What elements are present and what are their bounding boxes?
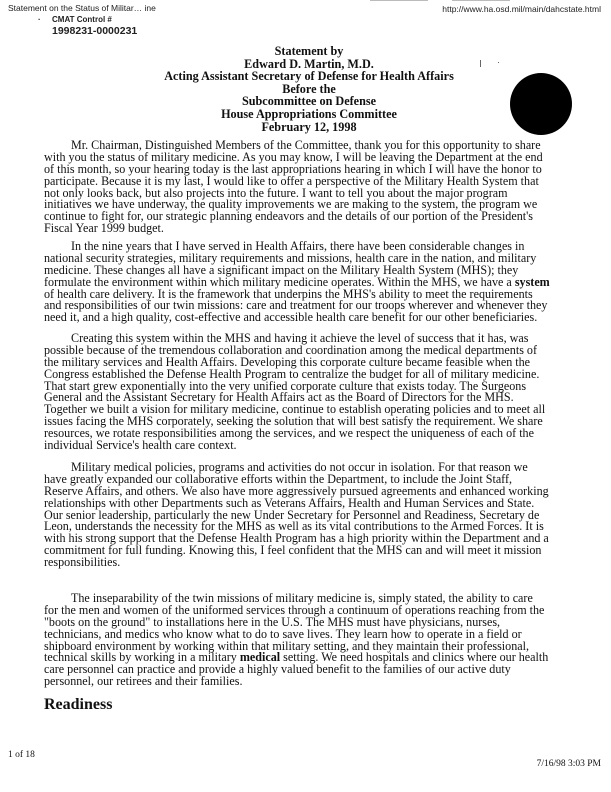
page-number: 1 of 18 — [8, 750, 35, 760]
text-line: individual Service's health care context. — [44, 438, 237, 453]
title-line: Subcommittee on Defense — [241, 94, 377, 109]
text-line: Mr. Chairman, Distinguished Members of the Committee, thank you for this opportunity to share — [71, 138, 541, 152]
paragraph-2 — [44, 241, 550, 324]
scan-artifact-line — [452, 0, 510, 1]
text-line: have greatly expanded our collaborative efforts within the Department, to include the Joint Staff, — [44, 471, 513, 486]
print-timestamp: 7/16/98 3:03 PM — [536, 759, 601, 769]
scan-speck — [480, 60, 481, 67]
paragraph-5 — [44, 593, 548, 688]
text-line: possible because of the tremendous collaboration and coordination among the medical departments of — [44, 342, 538, 357]
text-line: initiatives we have underway, the quality improvements we are making to the system, the program we — [44, 197, 538, 212]
bold-text: system — [514, 274, 550, 289]
running-title: Statement on the Status of Militar… ine — [8, 3, 156, 13]
text-line: resources, we rotate responsibilities among the services, and we respect the uniqueness of each of the — [44, 426, 534, 441]
text-line: personnel, our retirees and their families. — [44, 674, 243, 689]
control-number: 1998231-0000231 — [52, 25, 138, 37]
text-line: issues facing the MHS corporately, seeking the solution that will best satisfy the requirement. We share — [44, 414, 543, 429]
bold-text: medical — [239, 650, 281, 665]
redaction-seal-circle — [510, 73, 572, 135]
text-line: responsibilities. — [44, 555, 121, 570]
text-line: shipboard environment by working within that military setting, and they maintain their professional, — [44, 638, 530, 653]
text-line: Our senior leadership, particularly the new Under Secretary for Personnel and Readiness, Secretary de — [44, 507, 540, 522]
text-line: Military medical policies, programs and activities do not occur in isolation. For that reason we — [71, 460, 528, 474]
text-line: with you the status of military medicine. As you may know, I will be leaving the Department at the end — [44, 149, 543, 164]
text-line: relationships with other Departments such as Veterans Affairs, Health and Human Services and State. — [44, 495, 535, 510]
text-line: and responsibilities of our twin missions: care and treatment for our troops wherever and whenever they — [44, 298, 548, 313]
title-line: Edward D. Martin, M.D. — [244, 56, 374, 71]
text-segment: technical skills by working in a military — [44, 650, 240, 665]
text-line: participate. Because it is my last, I would like to offer a perspective of the Military Health System that — [44, 173, 539, 188]
section-heading-readiness: Readiness — [44, 696, 113, 713]
text-segment: setting. We need hospitals and clinics where our health — [280, 650, 549, 665]
text-line: Congress established the Defense Health Program to centralize the budget for all of military medicine. — [44, 366, 540, 381]
text-line: medicine. These changes all have a significant impact on the Military Health System (MHS); they — [44, 262, 519, 277]
text-line: "boots on the ground" to installations here in the U.S. The MHS must have physicians, nurses, — [44, 614, 501, 629]
text-line: national security strategies, military requirements and missions, health care in the nation, and military — [44, 250, 537, 265]
title-line: Before the — [282, 81, 336, 96]
text-line: Reserve Affairs, and others. We also have more aggressively pursued agreements and enhanced working — [44, 483, 549, 498]
text-line: Together we built a vision for military medicine, continue to establish operating policies and to meet all — [44, 402, 546, 417]
scan-artifact-line — [370, 0, 428, 1]
text-line: That start grew exponentially into the very unified corporate culture that exists today. The Surgeons — [44, 378, 527, 393]
text-line: of health care delivery. It is the framework that underpins the MHS's ability to meet the requirements — [44, 286, 533, 301]
scan-speck — [498, 62, 499, 63]
text-line: with his strong support that the Defense Health Program has a high priority within the Department and a — [44, 531, 549, 546]
title-line: February 12, 1998 — [261, 119, 357, 134]
text-line: care personnel can practice and provide a highly valued benefit to the families of our active duty — [44, 662, 511, 677]
text-line: the military services and Health Affairs. Developing this corporate culture became feasible when the — [44, 354, 531, 369]
text-line: The inseparability of the twin missions of military medicine is, simply stated, the ability to care — [71, 591, 533, 605]
text-line: not only looks back, but also projects into the future. I want to tell you about the major program — [44, 185, 508, 200]
text-line: In the nine years that I have served in Health Affairs, there have been considerable changes in — [71, 239, 525, 253]
paragraph-4 — [44, 462, 549, 569]
bullet-mark: · — [38, 15, 41, 24]
title-block — [109, 45, 509, 133]
text-line: Leon, understands the necessity for the MHS as well as its vital contributions to the Armed Forces. It is — [44, 519, 544, 534]
text-line: Creating this system within the MHS and having it achieve the level of success that it has, was — [71, 331, 529, 345]
paragraph-1 — [44, 140, 543, 235]
text-line: commitment for full funding. Knowing this, I feel confident that the MHS can and will meet it mission — [44, 543, 542, 558]
text-line: General and the Assistant Secretary for Health Affairs act as the Board of Directors for the MHS. — [44, 390, 514, 405]
paragraph-3 — [44, 333, 545, 452]
text-line: of this month, so your hearing today is the last appropriations hearing in which I will have the honor to — [44, 161, 542, 176]
text-line: continue to fight for, our strategic planning endeavors and the details of our portion of the President's — [44, 209, 534, 224]
text-line: technicians, and medics who know what to do to save lives. They learn how to operate in a field or — [44, 626, 522, 641]
text-segment: formulate the environment within which military medicine operates. Within the MHS, we have a — [44, 274, 515, 289]
title-line: Acting Assistant Secretary of Defense for Health Affairs — [164, 69, 454, 84]
text-line: for the men and women of the uniformed services through a continuum of operations reaching from the — [44, 602, 545, 617]
title-line: House Appropriations Committee — [221, 106, 397, 121]
text-line: Fiscal Year 1999 budget. — [44, 221, 164, 236]
control-label: CMAT Control # — [52, 15, 112, 24]
title-line: Statement by — [274, 44, 344, 58]
source-url: http://www.ha.osd.mil/main/dahcstate.html — [442, 4, 601, 14]
text-line: need it, and a high quality, cost-effective and accessible health care benefit for our other beneficiaries. — [44, 310, 538, 325]
